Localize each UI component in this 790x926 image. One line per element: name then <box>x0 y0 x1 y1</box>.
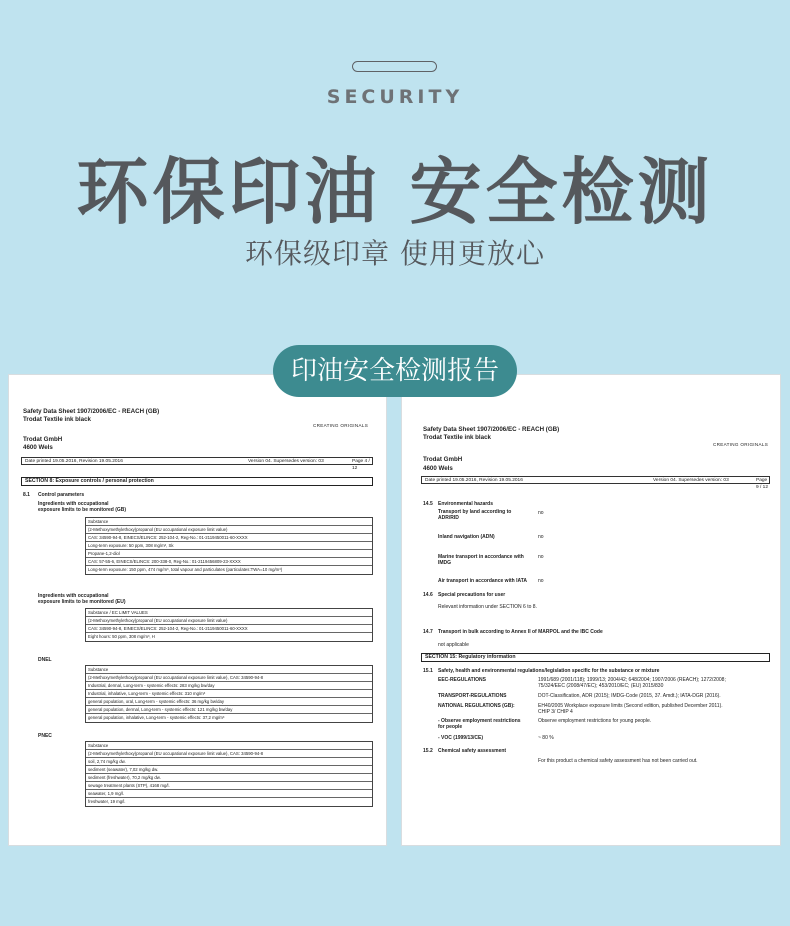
page-subheadline: 环保级印章 使用更放心 <box>245 237 545 270</box>
company-city: 4600 Wels <box>23 444 53 451</box>
sds-page-right <box>402 375 780 845</box>
national-regulations-value: EH40/2005 Workplace exposure limits (Second edition, published December 2011). <box>538 703 723 709</box>
table-row: freshwater, 19 mg/l. <box>88 799 126 804</box>
date-revision-bar <box>421 476 770 490</box>
eu-limits-label: Ingredients with occupational <box>38 593 109 599</box>
bulk-transport-text: not applicable <box>438 642 469 648</box>
report-badge: 印油安全检测报告 <box>273 345 517 397</box>
employment-restrictions-value: Observe employment restrictions for young people. <box>538 718 652 724</box>
page-number: Page 4 / 12 <box>352 459 370 471</box>
brand-tagline: CREATING ORIGINALS <box>313 423 369 428</box>
date-revision-bar <box>21 457 373 471</box>
table-row: CAS: 34590-94-8, EINECS/ELINCS: 252-104-2, Reg-No.: 01-2119450011-60-XXXX <box>86 625 372 633</box>
dnel-label: DNEL <box>38 657 52 663</box>
section-header: SECTION 15: Regulatory information <box>421 653 770 662</box>
table-row: sewage treatment plants (STP), 4168 mg/l. <box>86 782 372 790</box>
company-name: Trodat GmbH <box>423 456 463 463</box>
air-transport-value: no <box>538 578 544 584</box>
transport-regulations-label: TRANSPORT-REGULATIONS <box>438 693 507 699</box>
pnec-label: PNEC <box>38 733 52 739</box>
land-transport-value: no <box>538 510 544 516</box>
sds-title: Safety Data Sheet 1907/2006/EC - REACH (GB) <box>23 408 160 415</box>
employment-restrictions-label-2: for people <box>438 724 463 730</box>
special-precautions-text: Relevant information under SECTION 6 to 8. <box>438 604 537 610</box>
brand-tagline: CREATING ORIGINALS <box>713 442 769 447</box>
page-headline: 环保印油 安全检测 <box>76 150 714 234</box>
table-row: general population, inhalative, Long-term - systemic effects: 37,2 mg/m³ <box>88 715 225 720</box>
section-header: SECTION 8: Exposure controls / personal protection <box>21 477 373 486</box>
table-row: (2-Methoxymethylethoxy)propanol (EU occupational exposure limit value) <box>86 526 372 534</box>
subsection-title: Chemical safety assessment <box>438 748 507 754</box>
land-transport-label: Transport by land according to <box>438 509 512 515</box>
gb-limits-label: Ingredients with occupational <box>38 501 109 507</box>
transport-regulations-value: DOT-Classification, ADR (2015); IMDG-Code (2015, 37. Amdt.); IATA-DGR (2016). <box>538 693 721 699</box>
chemical-safety-text: For this product a chemical safety assessment has not been carried out. <box>538 758 698 764</box>
eec-regulations-value: 1991/689 (2001/118); 1999/13; 2004/42; 648/2004; 1907/2006 (REACH); 1272/2008; <box>538 677 726 683</box>
table-row: Long-term exposure: 50 ppm, 308 mg/m³, Sk <box>86 542 372 550</box>
eec-regulations-value-2: 75/324/EEC (2008/47/EC); 453/2010/EC; (EU) 2015/830 <box>538 683 664 689</box>
table-row: sediment (seawater), 7,02 mg/kg dw. <box>86 766 372 774</box>
table-row: general population, dermal, Long-term - systemic effects: 121 mg/kg bw/day <box>86 706 372 714</box>
decorative-pill-outline <box>352 61 437 72</box>
subsection-title: Special precautions for user <box>438 592 506 598</box>
pnec-table <box>85 741 373 807</box>
marine-transport-label-2: IMDG <box>438 560 452 566</box>
table-row: Substance / EC LIMIT VALUES <box>86 609 372 617</box>
eec-regulations-label: EEC-REGULATIONS <box>438 677 486 683</box>
eu-limits-label-2: exposure limits to be monitored (EU) <box>38 599 126 605</box>
land-transport-label-2: ADR/RID <box>438 515 459 521</box>
subsection-number: 14.6 <box>423 592 433 598</box>
table-row: Industrial, dermal, Long-term - systemic effects: 283 mg/kg bw/day <box>86 682 372 690</box>
air-transport-label: Air transport in accordance with IATA <box>438 578 527 584</box>
subsection-title: Control parameters <box>38 492 85 498</box>
table-row: Substance <box>86 666 372 674</box>
subsection-number: 15.1 <box>423 668 433 674</box>
subsection-number: 8.1 <box>23 492 30 498</box>
company-city: 4600 Wels <box>423 465 453 472</box>
sds-title: Safety Data Sheet 1907/2006/EC - REACH (GB) <box>423 426 560 433</box>
date-printed: Date printed 19.05.2016, Revision 19.05.2016 <box>425 478 523 483</box>
table-row: general population, oral, Long-term - systemic effects: 36 mg/kg bw/day <box>86 698 372 706</box>
eu-limits-table <box>85 608 373 642</box>
sds-page-left <box>9 375 386 845</box>
table-row: (2-Methoxymethylethoxy)propanol (EU occupational exposure limit value), CAS: 34590-94-8 <box>86 750 372 758</box>
voc-label: - VOC (1999/13/CE) <box>438 735 484 741</box>
company-name: Trodat GmbH <box>23 436 63 443</box>
gb-limits-table <box>85 517 373 575</box>
date-printed: Date printed 19.05.2016, Revision 19.05.2016 <box>25 459 123 464</box>
inland-navigation-value: no <box>538 534 544 540</box>
national-regulations-value-2: CHIP 3/ CHIP 4 <box>538 709 573 715</box>
national-regulations-label: NATIONAL REGULATIONS (GB): <box>438 703 515 709</box>
table-row: Long-term exposure: 150 ppm, 474 mg/m³, total vapour and particulates (particulates:TWA=10 mg/m³) <box>88 567 283 572</box>
table-row: sediment (freshwater), 70,2 mg/kg dw. <box>86 774 372 782</box>
subsection-title: Safety, health and environmental regulations/legislation specific for the substance or mixture <box>438 668 660 674</box>
table-row: Substance <box>86 518 372 526</box>
marine-transport-value: no <box>538 554 544 560</box>
table-row: Industrial, inhalative, Long-term - systemic effects: 310 mg/m³ <box>86 690 372 698</box>
table-row: (2-Methoxymethylethoxy)propanol (EU occupational exposure limit value), CAS: 34590-94-8 <box>86 674 372 682</box>
page-number: Page 9 / 12 <box>756 478 769 490</box>
table-row: (2-Methoxymethylethoxy)propanol (EU occupational exposure limit value) <box>86 617 372 625</box>
gb-limits-label-2: exposure limits to be monitored (GB) <box>38 507 127 513</box>
table-row: seawater, 1,9 mg/l. <box>86 790 372 798</box>
table-row: Eight hours: 50 ppm, 308 mg/m³, H <box>88 634 155 639</box>
table-row: CAS: 34590-94-8, EINECS/ELINCS: 252-104-2, Reg-No.: 01-2119450011-60-XXXX <box>86 534 372 542</box>
table-row: Propane-1,2-diol <box>86 550 372 558</box>
subsection-title: Transport in bulk according to Annex II of MARPOL and the IBC Code <box>438 629 603 635</box>
subsection-title: Environmental hazards <box>438 501 494 507</box>
sds-product-name: Trodat Textile ink black <box>23 416 91 423</box>
subsection-number: 14.5 <box>423 501 433 507</box>
dnel-table <box>85 665 373 723</box>
table-row: CAS: 57-55-6, EINECS/ELINCS: 200-338-0, Reg-No.: 01-2119456809-23-XXXX <box>86 558 372 566</box>
version-info: Version 04. Supersedes version: 03 <box>653 478 729 483</box>
subsection-number: 14.7 <box>423 629 433 635</box>
sds-product-name: Trodat Textile ink black <box>423 434 491 441</box>
voc-value: ~ 80 % <box>538 735 554 741</box>
marine-transport-label: Marine transport in accordance with <box>438 554 524 560</box>
section-kicker: SECURITY <box>326 86 464 108</box>
version-info: Version 04. Supersedes version: 03 <box>248 459 324 464</box>
subsection-number: 15.2 <box>423 748 433 754</box>
inland-navigation-label: Inland navigation (ADN) <box>438 534 495 540</box>
table-row: soil, 2,74 mg/kg dw. <box>86 758 372 766</box>
table-row: Substance <box>86 742 372 750</box>
employment-restrictions-label: - Observe employment restrictions <box>438 718 521 724</box>
